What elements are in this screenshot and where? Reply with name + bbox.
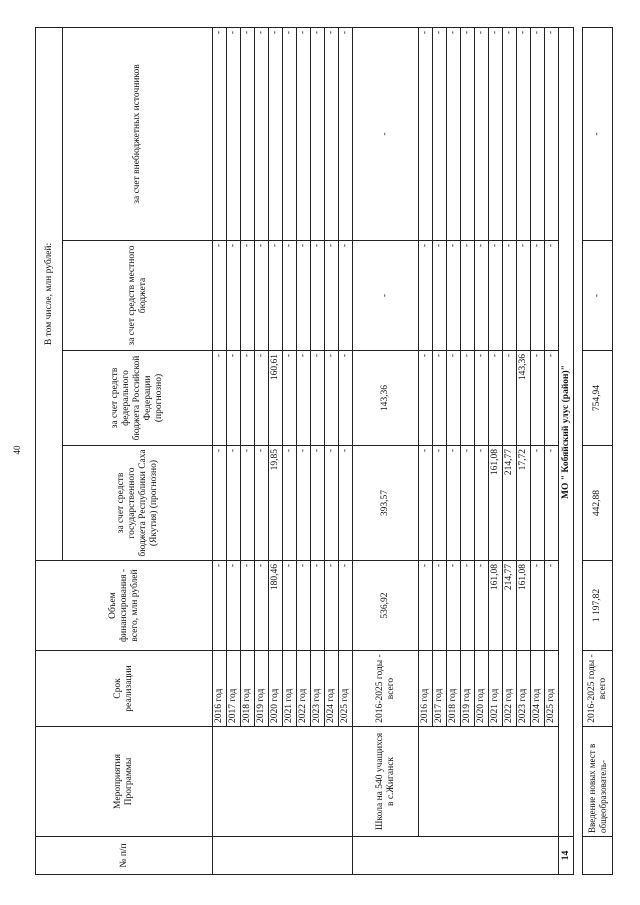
cell-fed: - xyxy=(325,351,339,446)
cell-extra: - xyxy=(447,27,461,240)
table-row xyxy=(213,27,227,874)
cell-period: 2021 год xyxy=(283,651,297,727)
cell-period: 2019 год xyxy=(461,651,475,727)
cell-extra: - xyxy=(213,27,227,240)
cell-rs: - xyxy=(227,446,241,561)
rotated-page xyxy=(35,28,608,875)
cell-fed: - xyxy=(475,351,489,446)
cell-period: 2025 год xyxy=(339,651,353,727)
cell-total: 161,08 xyxy=(489,561,503,651)
cell-rs: - xyxy=(531,446,545,561)
last-extra: - xyxy=(583,27,613,240)
last-rs: 442,88 xyxy=(583,446,613,561)
cell-extra: - xyxy=(339,27,353,240)
cell-total: - xyxy=(433,561,447,651)
cell-total: - xyxy=(531,561,545,651)
cell-extra: - xyxy=(517,27,531,240)
header-group: В том числе, млн рублей: xyxy=(36,27,63,560)
cell-extra: - xyxy=(255,27,269,240)
cell-total: - xyxy=(461,561,475,651)
header-fed: за счет средств федерального бюджета Российской Федерации (прогнозно) xyxy=(63,351,213,446)
cell-total: - xyxy=(297,561,311,651)
cell-extra: - xyxy=(475,27,489,240)
table-row-summary xyxy=(583,27,613,874)
cell-period: 2022 год xyxy=(297,651,311,727)
cell-period: 2016 год xyxy=(419,651,433,727)
cell-total: - xyxy=(241,561,255,651)
cell-fed: - xyxy=(255,351,269,446)
cell-rs: - xyxy=(461,446,475,561)
last-event: Введение новых мест в общеобразователь- xyxy=(583,727,613,837)
cell-extra: - xyxy=(311,27,325,240)
cell-total: - xyxy=(475,561,489,651)
header-total: Объем финансирования - всего, млн рублей xyxy=(36,561,213,651)
cell-local: - xyxy=(419,241,433,351)
cell-period: 2017 год xyxy=(227,651,241,727)
cell-event xyxy=(419,727,559,837)
last-fed: 754,94 xyxy=(583,351,613,446)
cell-extra: - xyxy=(503,27,517,240)
cell-extra: - xyxy=(269,27,283,240)
cell-fed: - xyxy=(545,351,559,446)
last-period: 2016-2025 годы - всего xyxy=(583,651,613,727)
cell-period: 2019 год xyxy=(255,651,269,727)
cell-period: 2024 год xyxy=(531,651,545,727)
cell-total: 161,08 xyxy=(517,561,531,651)
cell-fed: - xyxy=(213,351,227,446)
cell-extra: - xyxy=(419,27,433,240)
cell-period: 2020 год xyxy=(269,651,283,727)
cell-period: 2023 год xyxy=(517,651,531,727)
cell-total: 180,46 xyxy=(269,561,283,651)
cell-fed: - xyxy=(283,351,297,446)
cell-local: - xyxy=(503,241,517,351)
cell-rs: - xyxy=(433,446,447,561)
cell-period: 2023 год xyxy=(311,651,325,727)
school-period: 2016-2025 годы - всего xyxy=(353,651,419,727)
cell-rs: - xyxy=(213,446,227,561)
cell-local: - xyxy=(433,241,447,351)
cell-rs: - xyxy=(447,446,461,561)
school-rs: 393,57 xyxy=(353,446,419,561)
cell-total: - xyxy=(255,561,269,651)
cell-period: 2020 год xyxy=(475,651,489,727)
cell-period: 2018 год xyxy=(447,651,461,727)
cell-extra: - xyxy=(433,27,447,240)
cell-fed: - xyxy=(531,351,545,446)
cell-extra: - xyxy=(283,27,297,240)
cell-period: 2021 год xyxy=(489,651,503,727)
cell-rs: - xyxy=(325,446,339,561)
cell-rs: - xyxy=(255,446,269,561)
section-number: 14 xyxy=(559,837,574,875)
cell-period: 2016 год xyxy=(213,651,227,727)
header-event: Мероприятия Программы xyxy=(36,727,213,837)
cell-rs: - xyxy=(311,446,325,561)
cell-rs: 17,72 xyxy=(517,446,531,561)
cell-rs: - xyxy=(241,446,255,561)
cell-fed: - xyxy=(339,351,353,446)
table-row xyxy=(419,27,433,874)
school-extra: - xyxy=(353,27,419,240)
cell-period: 2022 год xyxy=(503,651,517,727)
cell-local: - xyxy=(325,241,339,351)
cell-extra: - xyxy=(325,27,339,240)
section-title: МО " Кобяйский улус (район)" xyxy=(559,27,574,836)
cell-local: - xyxy=(297,241,311,351)
cell-total: - xyxy=(419,561,433,651)
last-total: 1 197,82 xyxy=(583,561,613,651)
cell-fed: - xyxy=(311,351,325,446)
cell-local: - xyxy=(227,241,241,351)
cell-local: - xyxy=(339,241,353,351)
cell-local: - xyxy=(283,241,297,351)
header-period: Срок реализации xyxy=(36,651,213,727)
financing-table xyxy=(35,27,613,875)
header-extra: за счет внебюджетных источников xyxy=(63,27,213,240)
cell-local: - xyxy=(461,241,475,351)
cell-total: - xyxy=(447,561,461,651)
school-total: 536,92 xyxy=(353,561,419,651)
cell-total: 214,77 xyxy=(503,561,517,651)
cell-rs: - xyxy=(297,446,311,561)
cell-fed: 160,61 xyxy=(269,351,283,446)
cell-num xyxy=(353,837,559,875)
cell-fed: - xyxy=(241,351,255,446)
cell-fed: 143,36 xyxy=(517,351,531,446)
cell-extra: - xyxy=(461,27,475,240)
page-number: 40 xyxy=(12,445,22,455)
cell-extra: - xyxy=(297,27,311,240)
cell-local: - xyxy=(447,241,461,351)
header-local: за счет средств местного бюджета xyxy=(63,241,213,351)
cell-local: - xyxy=(241,241,255,351)
cell-period: 2018 год xyxy=(241,651,255,727)
school-name: Школа на 540 учащихся в с.Жиганск xyxy=(353,727,419,837)
cell-fed: - xyxy=(461,351,475,446)
cell-fed: - xyxy=(419,351,433,446)
cell-total: - xyxy=(227,561,241,651)
cell-extra: - xyxy=(241,27,255,240)
cell-rs: - xyxy=(475,446,489,561)
cell-fed: - xyxy=(503,351,517,446)
last-local: - xyxy=(583,241,613,351)
cell-extra: - xyxy=(545,27,559,240)
cell-fed: - xyxy=(297,351,311,446)
cell-total: - xyxy=(283,561,297,651)
cell-total: - xyxy=(545,561,559,651)
cell-local: - xyxy=(545,241,559,351)
section-row xyxy=(559,27,574,874)
cell-local: - xyxy=(255,241,269,351)
cell-fed: - xyxy=(489,351,503,446)
cell-period: 2024 год xyxy=(325,651,339,727)
table-row-summary xyxy=(353,27,419,874)
cell-total: - xyxy=(213,561,227,651)
header-num: № п/п xyxy=(36,837,213,875)
cell-period: 2017 год xyxy=(433,651,447,727)
cell-rs: - xyxy=(339,446,353,561)
cell-fed: - xyxy=(227,351,241,446)
cell-event xyxy=(213,727,353,837)
spacer-row xyxy=(574,27,583,874)
cell-local: - xyxy=(475,241,489,351)
cell-local: - xyxy=(531,241,545,351)
cell-rs: 214,77 xyxy=(503,446,517,561)
cell-local: - xyxy=(311,241,325,351)
cell-fed: - xyxy=(447,351,461,446)
cell-rs: 161,08 xyxy=(489,446,503,561)
cell-local: - xyxy=(269,241,283,351)
cell-rs: 19,85 xyxy=(269,446,283,561)
cell-total: - xyxy=(339,561,353,651)
cell-total: - xyxy=(311,561,325,651)
header-rs: за счет средств государственного бюджета Республики Саха (Якутия) (прогнозно) xyxy=(63,446,213,561)
cell-local: - xyxy=(489,241,503,351)
cell-rs: - xyxy=(283,446,297,561)
cell-period: 2025 год xyxy=(545,651,559,727)
school-local: - xyxy=(353,241,419,351)
school-fed: 143,36 xyxy=(353,351,419,446)
cell-extra: - xyxy=(489,27,503,240)
cell-rs: - xyxy=(545,446,559,561)
cell-num xyxy=(213,837,353,875)
cell-local: - xyxy=(517,241,531,351)
cell-local: - xyxy=(213,241,227,351)
cell-num xyxy=(583,837,613,875)
cell-extra: - xyxy=(227,27,241,240)
cell-extra: - xyxy=(531,27,545,240)
cell-rs: - xyxy=(419,446,433,561)
cell-total: - xyxy=(325,561,339,651)
cell-fed: - xyxy=(433,351,447,446)
